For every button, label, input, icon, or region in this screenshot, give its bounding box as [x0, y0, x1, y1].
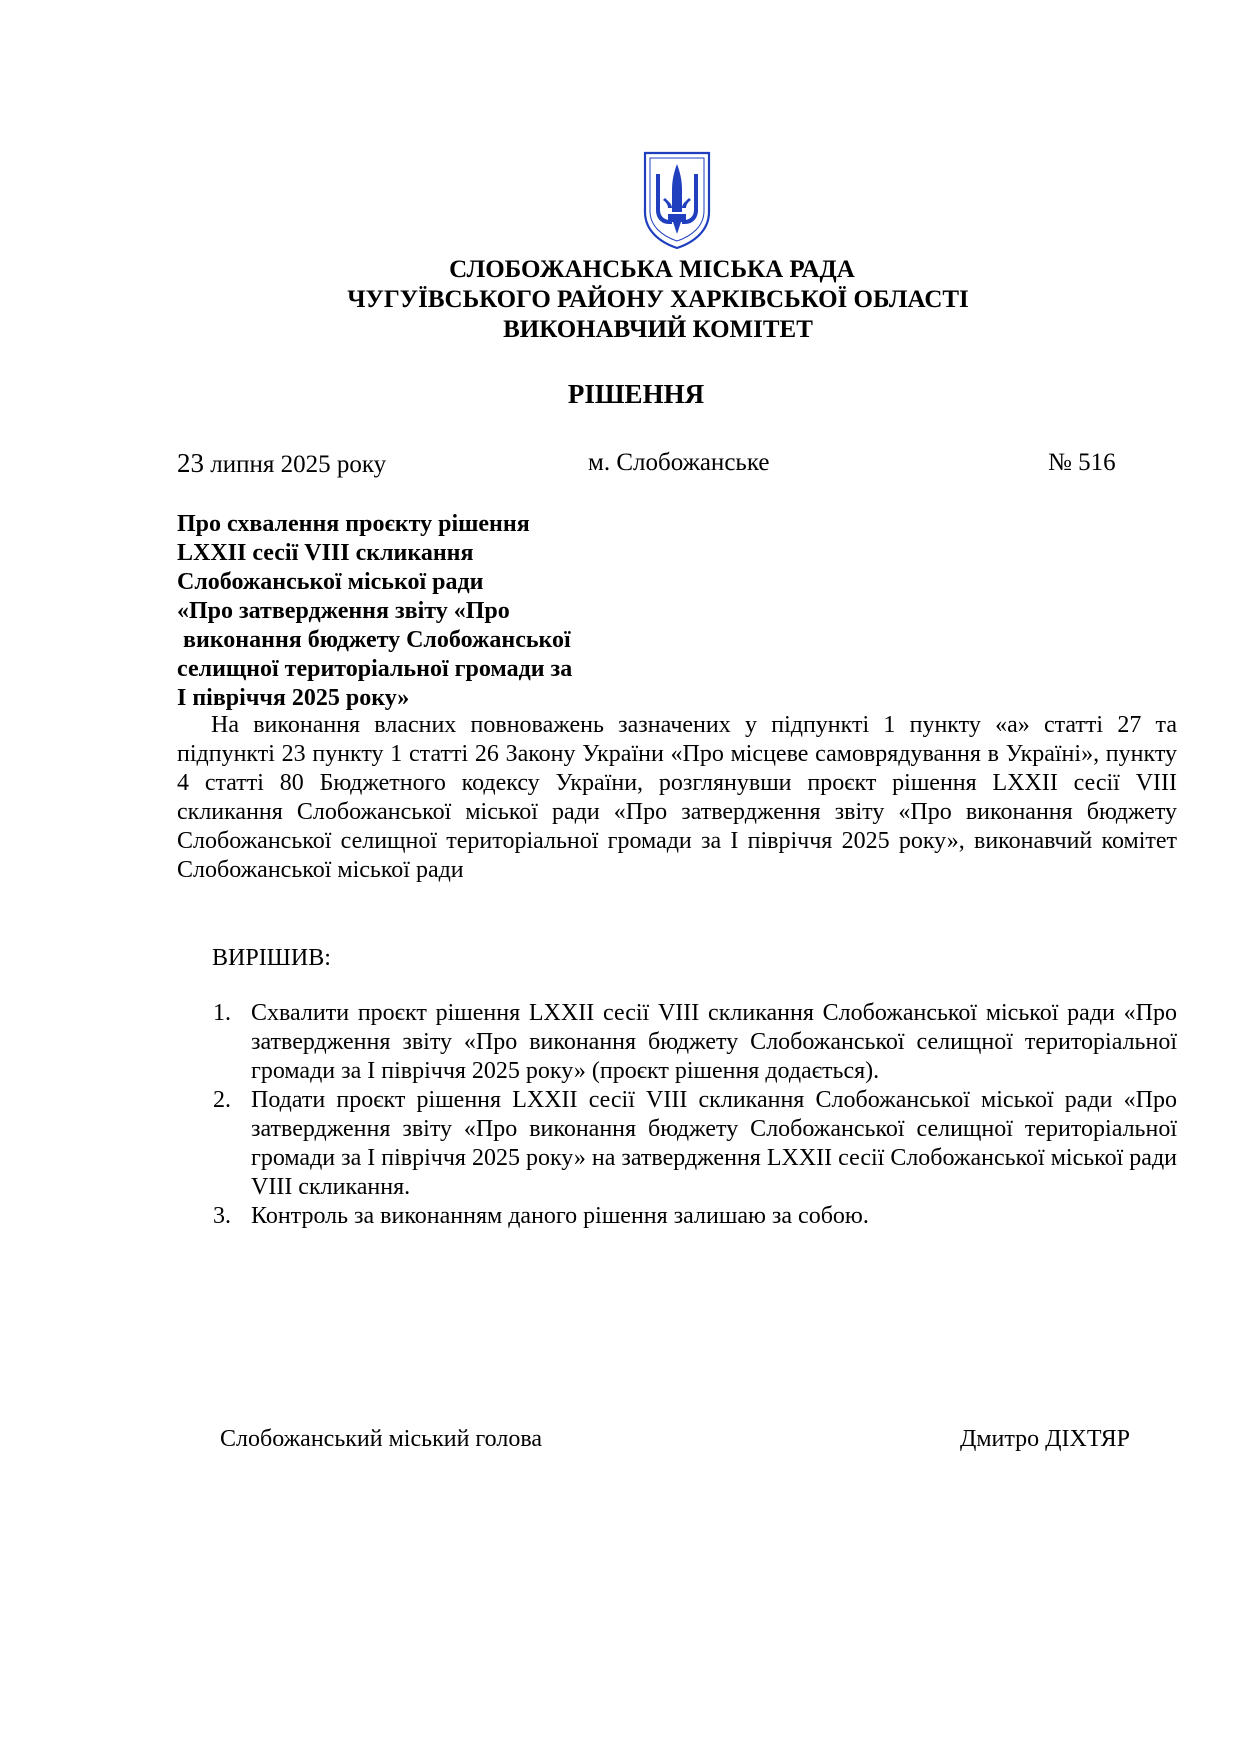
subject-line: виконання бюджету Слобожанської — [177, 627, 571, 653]
org-name-line3: ВИКОНАВЧИЙ КОМІТЕТ — [503, 316, 813, 343]
decision-item-number: 1. — [213, 1000, 231, 1026]
preamble-paragraph: На виконання власних повноважень зазначених у підпункті 1 пункту «а» статті 27 та підпункті 23 пункту 1 статті 26 Закону України «Про місцеве самоврядування в Україні», пункту 4 статті 80 Бюджетного кодексу України, розглянувши проєкт рішення LXXII сесії VIII скликання Слобожанської міської ради «Про затвердження звіту «Про виконання бюджету Слобожанської селищної територіальної громади за І півріччя 2025 року», виконавчий комітет Слобожанської міської ради — [177, 712, 1178, 883]
signatory-position: Слобожанський міський голова — [220, 1426, 542, 1452]
decision-item — [177, 999, 1177, 1086]
subject-line: LXXII сесії VIII скликання — [177, 540, 474, 566]
decision-item-text: Схвалити проєкт рішення LXXII сесії VIII скликання Слобожанської міської ради «Про затвердження звіту «Про виконання бюджету Слобожанської селищної територіальної громади за І півріччя 2025 року» (проєкт рішення додається). — [251, 1000, 1177, 1084]
org-name-line1: СЛОБОЖАНСЬКА МІСЬКА РАДА — [449, 256, 855, 283]
decision-place: м. Слобожанське — [588, 449, 770, 476]
decision-item — [177, 1086, 1177, 1202]
decision-date-rest: липня 2025 року — [204, 451, 387, 478]
subject-line: І півріччя 2025 року» — [177, 685, 410, 711]
decision-item — [177, 1202, 1177, 1231]
decision-item-number: 3. — [213, 1203, 231, 1229]
org-name-line2: ЧУГУЇВСЬКОГО РАЙОНУ ХАРКІВСЬКОЇ ОБЛАСТІ — [347, 286, 969, 313]
subject-line: селищної територіальної громади за — [177, 656, 573, 682]
decision-list — [177, 999, 1177, 1231]
document-title: РІШЕННЯ — [567, 379, 705, 409]
decision-number: № 516 — [1048, 449, 1116, 476]
subject-line: Про схвалення проєкту рішення — [177, 511, 530, 537]
decided-label: ВИРІШИВ: — [212, 945, 331, 971]
decision-item-number: 2. — [213, 1087, 231, 1113]
signatory-name: Дмитро ДІХТЯР — [960, 1426, 1130, 1452]
decision-item-text: Контроль за виконанням даного рішення залишаю за собою. — [251, 1203, 869, 1229]
tryzub-coat-of-arms-icon — [641, 150, 713, 250]
decision-date — [177, 448, 386, 480]
decision-subject — [177, 510, 657, 713]
decision-date-day: 23 — [177, 448, 204, 478]
decision-item-text: Подати проєкт рішення LXXII сесії VIII скликання Слобожанської міської ради «Про затвердження звіту «Про виконання бюджету Слобожанської селищної територіальної громади за І півріччя 2025 року» на затвердження LXXII сесії Слобожанської міської ради VIII скликання. — [251, 1087, 1177, 1200]
subject-line: Слобожанської міської ради — [177, 569, 484, 595]
subject-line: «Про затвердження звіту «Про — [177, 598, 510, 624]
